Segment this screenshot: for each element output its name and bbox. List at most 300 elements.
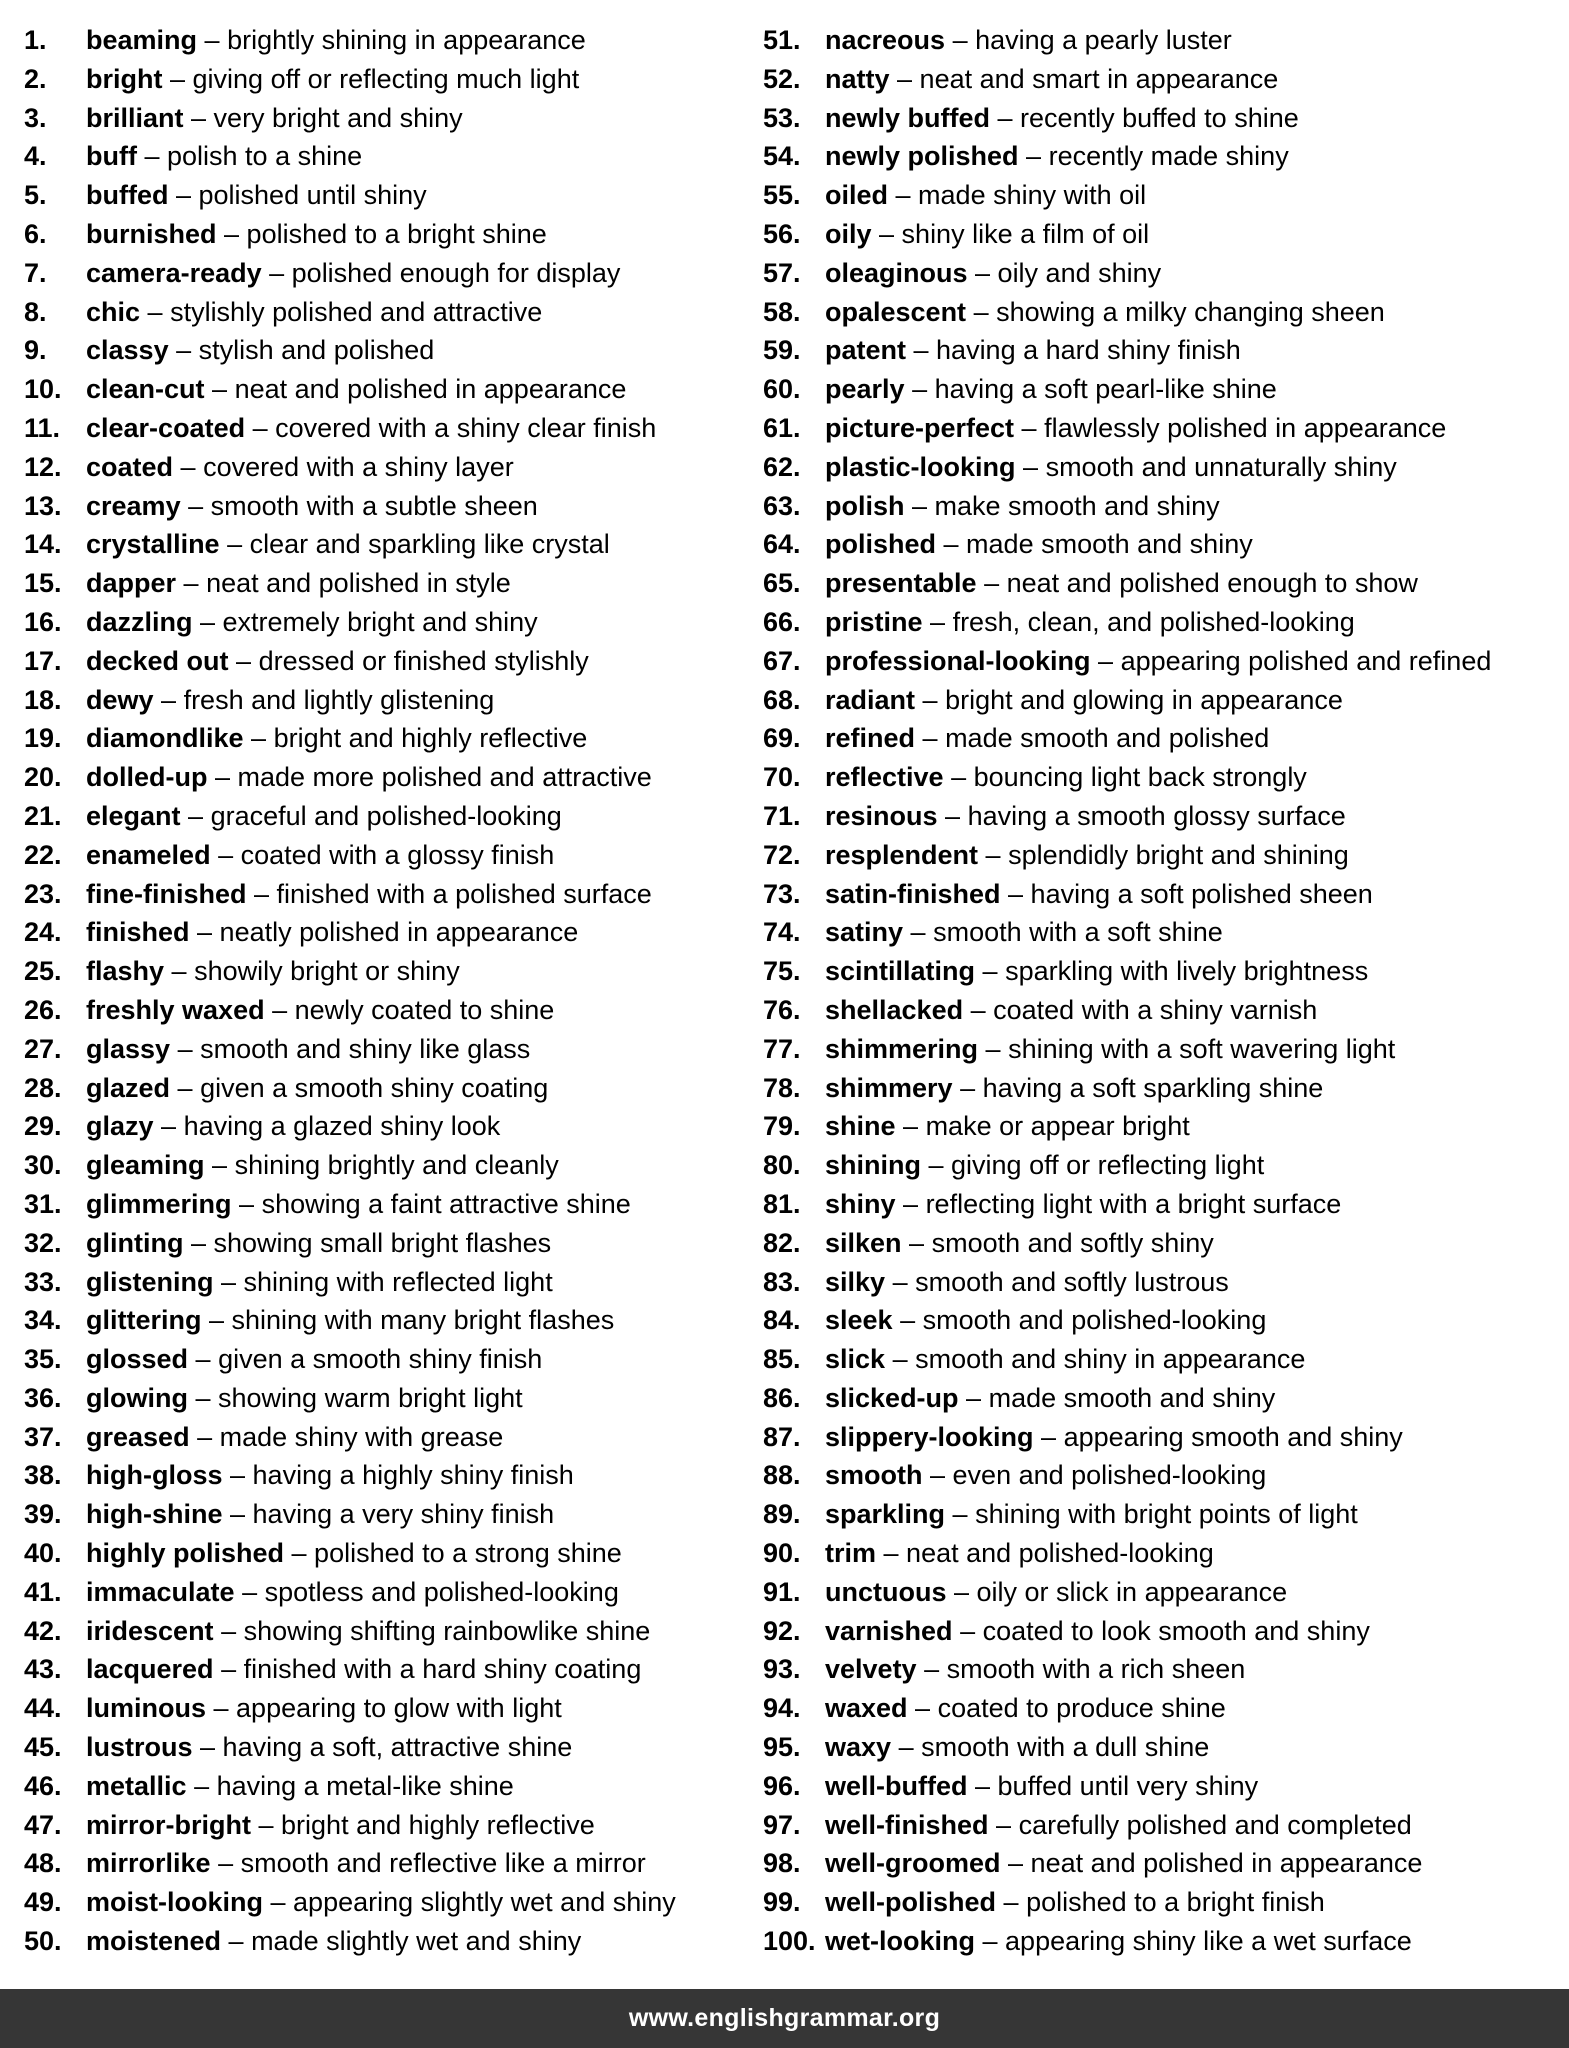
entry-definition: having a smooth glossy surface [967, 800, 1346, 831]
entry-separator: – [140, 296, 171, 327]
list-item [763, 758, 1523, 797]
list-item [763, 1340, 1523, 1379]
entry-term: freshly waxed [86, 994, 265, 1025]
entry-separator: – [922, 606, 953, 637]
list-item [24, 293, 784, 332]
entry-number: 30. [24, 1150, 62, 1181]
entry-term: gleaming [86, 1150, 205, 1181]
entry-definition: graceful and polished-looking [210, 800, 562, 831]
entry-separator: – [967, 257, 998, 288]
list-item [763, 448, 1523, 487]
entry-term: trim [825, 1538, 877, 1569]
entry-definition: showing a faint attractive shine [261, 1188, 631, 1219]
entry-separator: – [136, 141, 167, 172]
entry-term: moistened [86, 1926, 222, 1957]
entry-separator: – [978, 839, 1009, 870]
entry-separator: – [213, 1654, 244, 1685]
entry-term: chic [86, 296, 141, 327]
list-item [24, 1030, 784, 1069]
entry-separator: – [234, 1576, 265, 1607]
entry-definition: smooth and softly shiny [931, 1227, 1214, 1258]
entry-term: oiled [825, 180, 889, 211]
entry-definition: fresh and lightly glistening [183, 684, 495, 715]
entry-separator: – [192, 606, 223, 637]
entry-definition: smooth and polished-looking [922, 1305, 1267, 1336]
list-item [763, 1185, 1523, 1224]
entry-number: 50. [24, 1926, 62, 1957]
entry-separator: – [183, 1227, 214, 1258]
entry-definition: made smooth and shiny [966, 529, 1253, 560]
entry-number: 11. [24, 412, 61, 443]
entry-number: 79. [763, 1111, 801, 1142]
entry-number: 85. [763, 1344, 801, 1375]
list-item [763, 60, 1523, 99]
list-item [763, 564, 1523, 603]
entry-separator: – [170, 1033, 201, 1064]
list-item [24, 1379, 784, 1418]
entry-separator: – [990, 102, 1021, 133]
entry-number: 91. [763, 1576, 801, 1607]
list-item [24, 525, 784, 564]
list-item [763, 137, 1523, 176]
entry-term: elegant [86, 800, 181, 831]
entry-separator: – [901, 1227, 932, 1258]
entry-definition: polished enough for display [291, 257, 621, 288]
entry-term: oily [825, 218, 872, 249]
list-item [763, 487, 1523, 526]
entry-separator: – [192, 1732, 223, 1763]
entry-number: 20. [24, 762, 62, 793]
entry-separator: – [213, 1615, 244, 1646]
entry-definition: splendidly bright and shining [1008, 839, 1349, 870]
list-item [24, 60, 784, 99]
entry-term: iridescent [86, 1615, 214, 1646]
list-item [763, 1689, 1523, 1728]
entry-term: coated [86, 451, 174, 482]
entry-term: camera-ready [86, 257, 262, 288]
entry-number: 1. [24, 25, 47, 55]
list-item [763, 603, 1523, 642]
entry-definition: having a metal-like shine [216, 1770, 514, 1801]
entry-number: 5. [24, 180, 47, 211]
entry-definition: shining with many bright flashes [231, 1305, 615, 1336]
entry-separator: – [916, 1654, 947, 1685]
entry-term: moist-looking [86, 1887, 263, 1918]
entry-term: creamy [86, 490, 181, 521]
entry-definition: newly coated to shine [294, 994, 555, 1025]
entry-number: 55. [763, 180, 801, 211]
entry-definition: showing shifting rainbowlike shine [243, 1615, 651, 1646]
entry-definition: having a soft polished sheen [1030, 878, 1373, 909]
entry-definition: shiny like a film of oil [901, 218, 1150, 249]
entry-definition: made more polished and attractive [237, 762, 652, 793]
entry-number: 44. [24, 1693, 62, 1724]
entry-number: 16. [24, 606, 62, 637]
list-item [24, 1922, 784, 1961]
list-item [24, 1844, 784, 1883]
entry-number: 2. [24, 63, 47, 94]
list-item [763, 1224, 1523, 1263]
list-item [763, 1650, 1523, 1689]
entry-definition: shining brightly and cleanly [234, 1150, 559, 1181]
entry-separator: – [263, 1887, 294, 1918]
entry-separator: – [895, 1188, 926, 1219]
list-item [24, 564, 784, 603]
list-item [763, 331, 1523, 370]
entry-number: 64. [763, 529, 801, 560]
entry-definition: giving off or reflecting light [951, 1150, 1265, 1181]
entry-separator: – [201, 1305, 232, 1336]
entry-term: resinous [825, 800, 938, 831]
entry-number: 49. [24, 1887, 62, 1918]
word-list [0, 21, 1569, 1961]
entry-number: 36. [24, 1382, 62, 1413]
entry-separator: – [251, 1809, 282, 1840]
entry-definition: given a smooth shiny coating [200, 1072, 549, 1103]
entry-term: highly polished [86, 1538, 285, 1569]
list-item [763, 1107, 1523, 1146]
entry-term: glistening [86, 1266, 214, 1297]
list-item [763, 1612, 1523, 1651]
entry-term: refined [825, 723, 916, 754]
entry-number: 29. [24, 1111, 62, 1142]
entry-number: 45. [24, 1732, 62, 1763]
entry-definition: bright and glowing in appearance [945, 684, 1343, 715]
entry-number: 86. [763, 1382, 801, 1413]
list-item [763, 719, 1523, 758]
entry-number: 54. [763, 141, 801, 172]
list-item [763, 1418, 1523, 1457]
entry-term: oleaginous [825, 257, 968, 288]
entry-definition: having a soft, attractive shine [222, 1732, 573, 1763]
entry-number: 65. [763, 568, 801, 599]
list-item [24, 448, 784, 487]
list-item [24, 1456, 784, 1495]
entry-definition: showily bright or shiny [194, 956, 460, 987]
entry-number: 66. [763, 606, 801, 637]
entry-number: 96. [763, 1770, 801, 1801]
entry-term: dapper [86, 568, 177, 599]
entry-number: 76. [763, 994, 801, 1025]
entry-separator: – [222, 1460, 253, 1491]
entry-separator: – [945, 25, 976, 55]
entry-definition: shining with bright points of light [975, 1499, 1358, 1530]
entry-separator: – [188, 1344, 219, 1375]
list-item [24, 254, 784, 293]
entry-definition: smooth with a soft shine [933, 917, 1223, 948]
entry-separator: – [966, 296, 997, 327]
entry-definition: make or appear bright [925, 1111, 1190, 1142]
list-item [24, 1767, 784, 1806]
entry-definition: recently made shiny [1048, 141, 1289, 172]
entry-definition: shining with a soft wavering light [1008, 1033, 1396, 1064]
entry-definition: neat and polished in style [206, 568, 511, 599]
entry-separator: – [180, 800, 211, 831]
entry-term: glimmering [86, 1188, 232, 1219]
entry-number: 69. [763, 723, 801, 754]
entry-definition: smooth with a rich sheen [946, 1654, 1246, 1685]
entry-separator: – [958, 1382, 989, 1413]
entry-term: high-gloss [86, 1460, 223, 1491]
entry-term: immaculate [86, 1576, 235, 1607]
list-item [24, 1418, 784, 1457]
entry-definition: polished to a bright finish [1026, 1887, 1325, 1918]
entry-definition: buffed until very shiny [997, 1770, 1259, 1801]
word-column-right [763, 21, 1523, 1961]
entry-term: buffed [86, 180, 169, 211]
entry-separator: – [976, 568, 1007, 599]
entry-number: 26. [24, 994, 62, 1025]
list-item [24, 176, 784, 215]
entry-definition: having a very shiny finish [252, 1499, 555, 1530]
entry-definition: smooth and unnaturally shiny [1045, 451, 1397, 482]
entry-definition: showing small bright flashes [213, 1227, 552, 1258]
entry-number: 58. [763, 296, 801, 327]
entry-separator: – [1000, 878, 1031, 909]
entry-number: 47. [24, 1809, 62, 1840]
entry-term: well-finished [825, 1809, 989, 1840]
entry-definition: appearing shiny like a wet surface [1005, 1926, 1412, 1957]
entry-separator: – [1000, 1848, 1031, 1879]
entry-term: flashy [86, 956, 165, 987]
list-item [763, 1263, 1523, 1302]
entry-number: 18. [24, 684, 62, 715]
entry-term: polished [825, 529, 937, 560]
list-item [763, 1146, 1523, 1185]
entry-term: mirror-bright [86, 1809, 251, 1840]
list-item [763, 797, 1523, 836]
entry-number: 81. [763, 1188, 801, 1219]
entry-term: silky [825, 1266, 886, 1297]
list-item [24, 991, 784, 1030]
entry-separator: – [1015, 451, 1046, 482]
entry-separator: – [187, 1382, 219, 1413]
entry-term: satin-finished [825, 878, 1001, 909]
entry-separator: – [162, 63, 193, 94]
entry-number: 52. [763, 63, 801, 94]
entry-definition: sparkling with lively brightness [1005, 956, 1369, 987]
entry-number: 63. [763, 490, 801, 521]
entry-separator: – [885, 1344, 916, 1375]
entry-definition: oily and shiny [997, 257, 1162, 288]
entry-number: 70. [763, 762, 801, 793]
entry-definition: coated to produce shine [937, 1693, 1226, 1724]
list-item [763, 1030, 1523, 1069]
entry-term: decked out [86, 645, 229, 676]
entry-definition: even and polished-looking [952, 1460, 1267, 1491]
entry-number: 4. [24, 141, 47, 172]
entry-term: natty [825, 63, 890, 94]
entry-number: 57. [763, 257, 801, 288]
entry-separator: – [885, 1266, 916, 1297]
entry-separator: – [204, 374, 235, 405]
word-column-left [24, 21, 784, 1961]
entry-term: waxy [825, 1732, 892, 1763]
entry-number: 94. [763, 1693, 801, 1724]
entry-term: dolled-up [86, 762, 208, 793]
entry-number: 73. [763, 878, 801, 909]
entry-definition: appearing to glow with light [236, 1693, 562, 1724]
list-item [763, 99, 1523, 138]
entry-definition: neat and polished enough to show [1006, 568, 1418, 599]
entry-separator: – [170, 1072, 201, 1103]
list-item [763, 215, 1523, 254]
list-item [763, 1728, 1523, 1767]
entry-separator: – [922, 1460, 953, 1491]
list-item [24, 370, 784, 409]
list-item [24, 21, 784, 60]
entry-number: 6. [24, 218, 47, 249]
entry-definition: made smooth and polished [945, 723, 1270, 754]
entry-number: 24. [24, 917, 62, 948]
entry-number: 19. [24, 723, 62, 754]
entry-number: 27. [24, 1033, 62, 1064]
entry-definition: bright and highly reflective [273, 723, 588, 754]
entry-number: 3. [24, 102, 47, 133]
entry-number: 99. [763, 1887, 801, 1918]
entry-separator: – [204, 1150, 235, 1181]
entry-definition: polished until shiny [198, 180, 427, 211]
list-item [763, 1844, 1523, 1883]
entry-separator: – [906, 335, 937, 366]
entry-separator: – [243, 723, 274, 754]
entry-term: glinting [86, 1227, 184, 1258]
entry-separator: – [210, 1848, 241, 1879]
entry-term: slippery-looking [825, 1421, 1034, 1452]
list-item [24, 137, 784, 176]
entry-definition: smooth and shiny in appearance [915, 1344, 1306, 1375]
entry-separator: – [222, 1499, 253, 1530]
entry-number: 67. [763, 645, 801, 676]
entry-number: 35. [24, 1344, 62, 1375]
entry-number: 72. [763, 839, 801, 870]
entry-term: beaming [86, 25, 198, 55]
entry-term: picture-perfect [825, 412, 1015, 443]
entry-separator: – [207, 762, 238, 793]
list-item [24, 797, 784, 836]
entry-separator: – [904, 490, 935, 521]
entry-definition: showing a milky changing sheen [996, 296, 1385, 327]
entry-term: high-shine [86, 1499, 223, 1530]
list-item [24, 487, 784, 526]
entry-term: lacquered [86, 1654, 214, 1685]
entry-term: clear-coated [86, 412, 246, 443]
entry-number: 23. [24, 878, 62, 909]
list-item [24, 758, 784, 797]
entry-definition: having a highly shiny finish [252, 1460, 574, 1491]
entry-definition: oily or slick in appearance [976, 1576, 1288, 1607]
entry-separator: – [946, 1576, 977, 1607]
entry-term: shine [825, 1111, 896, 1142]
entry-definition: extremely bright and shiny [222, 606, 538, 637]
list-item [763, 875, 1523, 914]
entry-term: bright [86, 63, 163, 94]
list-item [24, 1534, 784, 1573]
entry-number: 12. [24, 451, 62, 482]
list-item [24, 1650, 784, 1689]
footer-url[interactable]: www.englishgrammar.org [628, 2004, 941, 2032]
entry-separator: – [206, 1693, 237, 1724]
entry-separator: – [945, 1499, 976, 1530]
entry-number: 32. [24, 1227, 62, 1258]
entry-definition: shining with reflected light [243, 1266, 553, 1297]
list-item [763, 525, 1523, 564]
entry-definition: having a pearly luster [975, 25, 1232, 55]
list-item [763, 370, 1523, 409]
entry-separator: – [197, 25, 228, 55]
entry-number: 97. [763, 1809, 801, 1840]
entry-term: lustrous [86, 1732, 193, 1763]
entry-number: 71. [763, 800, 801, 831]
entry-separator: – [176, 568, 207, 599]
entry-number: 42. [24, 1615, 62, 1646]
list-item [24, 836, 784, 875]
list-item [763, 1573, 1523, 1612]
entry-term: sparkling [825, 1499, 946, 1530]
entry-definition: carefully polished and completed [1018, 1809, 1412, 1840]
entry-term: slicked-up [825, 1382, 959, 1413]
entry-term: shimmering [825, 1033, 979, 1064]
entry-number: 48. [24, 1848, 62, 1879]
entry-separator: – [963, 994, 994, 1025]
list-item [24, 1728, 784, 1767]
list-item [24, 331, 784, 370]
entry-separator: – [173, 451, 204, 482]
entry-definition: stylishly polished and attractive [170, 296, 543, 327]
entry-number: 21. [24, 800, 62, 831]
entry-definition: flawlessly polished in appearance [1044, 412, 1447, 443]
list-item [24, 642, 784, 681]
entry-term: pearly [825, 374, 905, 405]
list-item [763, 642, 1523, 681]
entry-definition: finished with a polished surface [276, 878, 652, 909]
entry-term: well-buffed [825, 1770, 968, 1801]
entry-term: glazy [86, 1111, 154, 1142]
list-item [24, 913, 784, 952]
entry-term: luminous [86, 1693, 206, 1724]
list-item [24, 1495, 784, 1534]
entry-separator: – [216, 218, 247, 249]
entry-definition: polish to a shine [167, 141, 363, 172]
entry-definition: stylish and polished [198, 335, 435, 366]
entry-definition: dressed or finished stylishly [258, 645, 589, 676]
entry-term: finished [86, 917, 190, 948]
entry-number: 87. [763, 1421, 801, 1452]
entry-number: 31. [24, 1188, 62, 1219]
list-item [24, 215, 784, 254]
entry-definition: showing warm bright light [218, 1382, 523, 1413]
entry-separator: – [975, 956, 1006, 987]
list-item [24, 99, 784, 138]
entry-definition: appearing slightly wet and shiny [293, 1887, 676, 1918]
entry-term: greased [86, 1421, 190, 1452]
entry-separator: – [903, 917, 934, 948]
list-item [763, 1922, 1523, 1961]
entry-term: shining [825, 1150, 921, 1181]
entry-term: scintillating [825, 956, 976, 987]
entry-separator: – [219, 529, 250, 560]
entry-separator: – [889, 63, 920, 94]
entry-term: nacreous [825, 25, 946, 55]
entry-term: sleek [825, 1305, 893, 1336]
entry-term: shellacked [825, 994, 964, 1025]
entry-definition: bouncing light back strongly [973, 762, 1307, 793]
entry-separator: – [871, 218, 902, 249]
entry-term: metallic [86, 1770, 187, 1801]
list-item [763, 293, 1523, 332]
entry-term: professional-looking [825, 645, 1091, 676]
entry-separator: – [876, 1538, 907, 1569]
